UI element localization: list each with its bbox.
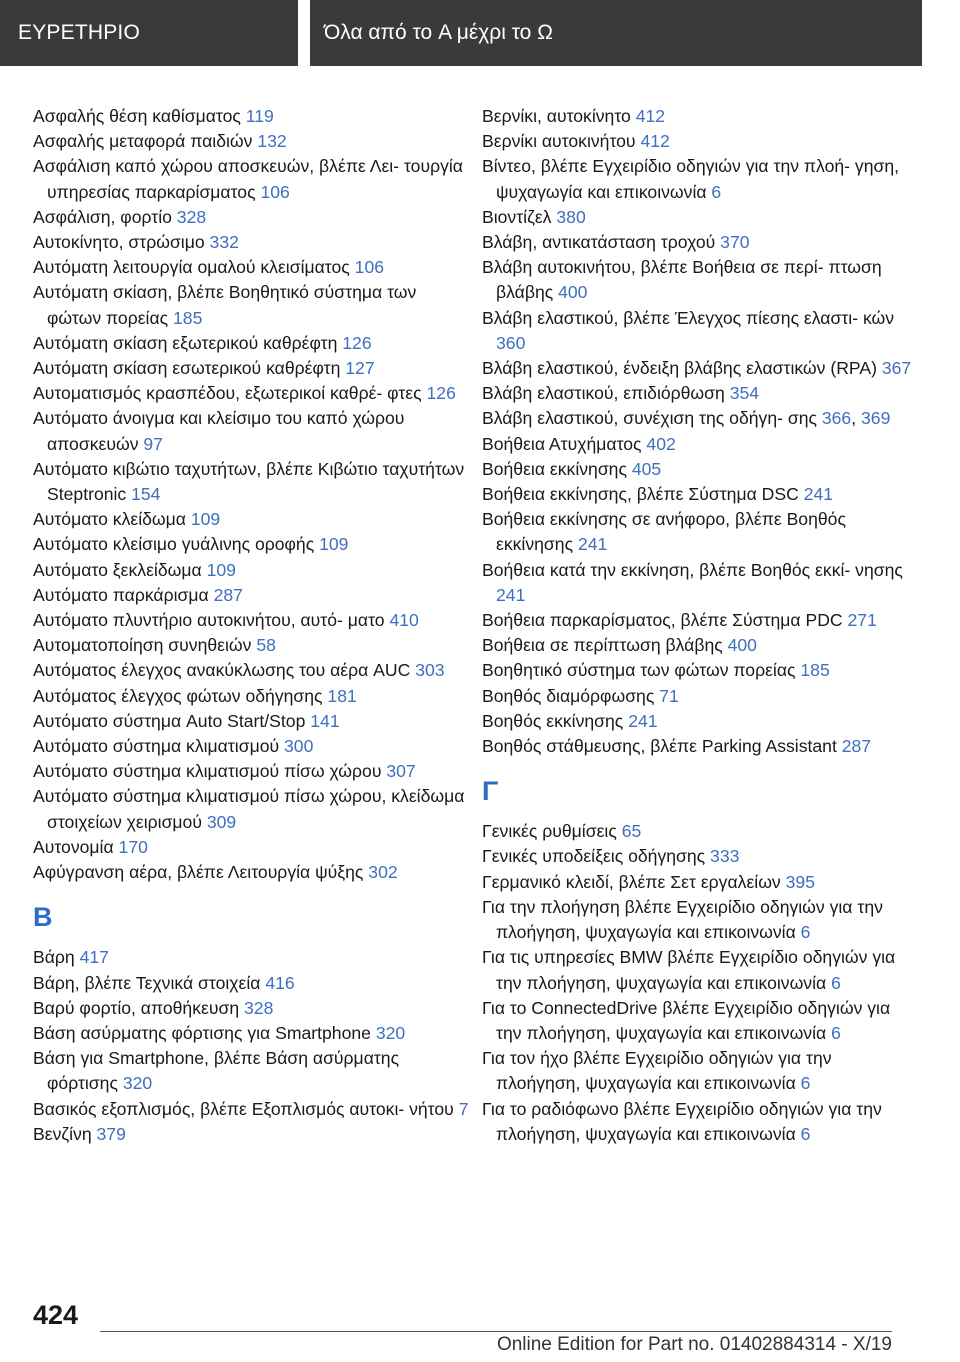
index-entry	[482, 1097, 912, 1147]
index-entry-text: Βαρύ φορτίο, αποθήκευση	[33, 997, 245, 1018]
section-subtitle: Όλα από το A μέχρι το Ω	[310, 0, 922, 66]
index-entry-text: Ασφαλής μεταφορά παιδιών	[33, 131, 258, 152]
index-entry	[482, 154, 912, 204]
page-reference-link[interactable]: 380	[556, 206, 586, 227]
page-reference-link[interactable]: 328	[176, 206, 207, 227]
index-entry-text: Αυτόματη σκίαση εσωτερικού καθρέφτη	[33, 358, 346, 379]
index-entry-text: Βλάβη αυτοκινήτου, βλέπε Βοήθεια σε περί‐ πτωση βλάβης	[482, 257, 882, 303]
index-entry-text: Γενικές υποδείξεις οδήγησης	[482, 846, 711, 867]
page-reference-link[interactable]: 241	[577, 534, 608, 555]
page-reference-link[interactable]: 303	[415, 660, 445, 681]
index-entry-text: Γερμανικό κλειδί, βλέπε Σετ εργαλείων	[482, 871, 786, 892]
index-column-left	[33, 104, 473, 1147]
index-entry	[482, 996, 912, 1046]
index-entry-text: Αυτόματη σκίαση εξωτερικού καθρέφτη	[33, 332, 343, 353]
page-reference-link[interactable]: 6	[831, 972, 841, 993]
index-entry-text: Αυτόματο κλείσιμο γυάλινης οροφής	[33, 534, 320, 555]
page-reference-link[interactable]: 6	[800, 1123, 811, 1144]
index-entry	[33, 734, 473, 759]
index-entry-text: Ασφαλής θέση καθίσματος	[33, 106, 246, 126]
page-reference-link[interactable]: 241	[803, 484, 834, 505]
page-reference-link[interactable]: 71	[659, 685, 679, 706]
index-entry-text: Για την πλοήγηση βλέπε Εγχειρίδιο οδηγιών για την πλοήγηση, ψυχαγωγία και επικοινωνία	[482, 896, 883, 943]
index-entry-text: Για τις υπηρεσίες BMW βλέπε Εγχειρίδιο οδηγιών για την πλοήγηση, ψυχαγωγία και επικοινωνία	[482, 947, 896, 993]
index-entry-text: Για τον ήχο βλέπε Εγχειρίδιο οδηγιών για την πλοήγηση, ψυχαγωγία και επικοινωνία	[482, 1048, 832, 1094]
index-entry-text: Βερνίκι, αυτοκίνητο	[482, 106, 636, 126]
index-entry-text: Αυτόματο άνοιγμα και κλείσιμο του καπό χώρου αποσκευών	[33, 408, 405, 454]
page-reference-link[interactable]: 367	[881, 358, 912, 379]
index-entry	[482, 870, 912, 895]
page-reference-link[interactable]: 300	[284, 736, 314, 757]
index-entry-text: Αυτόματο ξεκλείδωμα	[33, 559, 207, 580]
index-entry	[33, 860, 473, 885]
index-entry-text: Αφύγρανση αέρα, βλέπε Λειτουργία ψύξης	[33, 862, 369, 883]
index-entry-text: Βοήθεια εκκίνησης	[482, 458, 632, 479]
page-reference-link[interactable]: 6	[711, 181, 722, 202]
page-number: 424	[33, 1300, 79, 1330]
page-reference-link[interactable]: 97	[143, 433, 163, 454]
index-entry	[33, 945, 473, 970]
page-reference-link[interactable]: 302	[368, 862, 398, 883]
page-reference-link[interactable]: 6	[800, 1073, 811, 1094]
page-reference-link[interactable]: 58	[256, 635, 276, 656]
index-entry	[482, 895, 912, 945]
index-entry	[482, 608, 912, 633]
index-letter-heading: Β	[33, 902, 53, 933]
index-entry	[33, 835, 473, 860]
index-entry-text: Βερνίκι αυτοκινήτου	[482, 131, 641, 152]
index-entry-text: Βάρη	[33, 947, 80, 968]
index-entry	[482, 129, 912, 154]
index-entry-text: Βιοντίζελ	[482, 206, 557, 227]
page-header	[0, 0, 960, 66]
page-reference-link[interactable]: 109	[319, 534, 349, 555]
page-reference-link[interactable]: 65	[621, 821, 642, 842]
index-entry	[482, 709, 912, 734]
index-entry-text: Αυτοματοποίηση συνηθειών	[33, 635, 257, 656]
page-reference-link[interactable]: 410	[389, 610, 419, 631]
page-reference-link[interactable]: 6	[800, 922, 811, 943]
page-reference-link[interactable]: 241	[496, 584, 526, 605]
index-entry-text: Βάση ασύρματης φόρτισης για Smartphone	[33, 1022, 376, 1043]
page-reference-link[interactable]: 379	[96, 1123, 126, 1144]
index-entry-text: Αυτόματο σύστημα κλιματισμού πίσω χώρου, κλείδωμα στοιχείων χειρισμού	[33, 786, 465, 832]
page-reference-link[interactable]: 126	[426, 383, 456, 404]
index-entry-text: Ασφάλιση, φορτίο	[33, 206, 177, 227]
index-entry	[33, 255, 473, 280]
index-entry	[33, 1021, 473, 1046]
page-reference-link[interactable]: 287	[841, 736, 872, 757]
index-entry-text: Βοήθεια εκκίνησης, βλέπε Σύστημα DSC	[482, 484, 804, 505]
page-reference-link[interactable]: 119	[245, 106, 274, 126]
index-entry-text: Αυτόματο κιβώτιο ταχυτήτων, βλέπε Κιβώτιο ταχυτήτων Steptronic	[33, 458, 465, 505]
index-entry-text: Αυτόματο κλείδωμα	[33, 509, 191, 530]
page-reference-link[interactable]: 132	[257, 131, 287, 152]
index-entry	[482, 356, 912, 381]
index-entry	[33, 1046, 473, 1096]
index-entry	[33, 129, 473, 154]
index-entry	[482, 734, 912, 759]
index-entry	[33, 608, 473, 633]
index-entry-text: Γενικές ρυθμίσεις	[482, 821, 622, 842]
page-reference-link[interactable]: 141	[310, 710, 340, 731]
index-entry-text: Βοήθεια εκκίνησης σε ανήφορο, βλέπε Βοηθός εκκίνησης	[482, 509, 846, 555]
index-entry	[33, 104, 473, 129]
index-entry-text: Βλάβη ελαστικού, βλέπε Έλεγχος πίεσης ελαστι‐ κών	[482, 307, 895, 328]
page-reference-link[interactable]: 287	[213, 584, 243, 605]
page-reference-link[interactable]: 126	[342, 332, 372, 353]
footer-edition: Online Edition for Part no. 01402884314 - X/19	[496, 1334, 892, 1355]
index-entry	[482, 205, 912, 230]
page-reference-link[interactable]: 405	[631, 458, 662, 479]
index-entry-text: Για το ραδιόφωνο βλέπε Εγχειρίδιο οδηγιών για την πλοήγηση, ψυχαγωγία και επικοινωνία	[482, 1098, 882, 1144]
index-entry	[482, 507, 912, 557]
index-entry	[482, 1046, 912, 1096]
index-entry	[33, 331, 473, 356]
index-entry	[33, 507, 473, 532]
index-entry	[482, 230, 912, 255]
page-reference-link[interactable]: 185	[800, 660, 830, 681]
index-entry	[33, 658, 473, 683]
page-reference-link[interactable]: 7	[458, 1098, 469, 1119]
page-reference-link[interactable]: 416	[265, 972, 295, 993]
page-reference-link[interactable]: 320	[122, 1073, 153, 1094]
page-reference-link[interactable]: 332	[209, 232, 239, 253]
index-entry	[33, 633, 473, 658]
index-entry-text: Αυτοματισμός κρασπέδου, εξωτερικοί καθρέ‐ φτες	[33, 383, 427, 404]
page-reference-link[interactable]: 6	[831, 1022, 841, 1043]
index-entry	[33, 154, 473, 204]
index-entry	[33, 406, 473, 456]
index-entry	[482, 633, 912, 658]
index-entry	[482, 432, 912, 457]
index-entry	[33, 558, 473, 583]
index-entry	[33, 381, 473, 406]
page-reference-link[interactable]: 109	[206, 559, 236, 580]
index-entry	[33, 280, 473, 330]
index-entry	[482, 819, 912, 844]
index-entry	[33, 356, 473, 381]
index-entry	[482, 844, 912, 869]
page-reference-link[interactable]: 333	[710, 846, 740, 867]
page-reference-link[interactable]: 181	[327, 685, 357, 706]
index-entry-text: Για το ConnectedDrive βλέπε Εγχειρίδιο οδηγιών για την πλοήγηση, ψυχαγωγία και επικοινωνία	[482, 997, 891, 1043]
page-reference-link[interactable]: 106	[354, 257, 385, 278]
index-entry-text: Ασφάλιση καπό χώρου αποσκευών, βλέπε Λει‐ τουργία υπηρεσίας παρκαρίσματος	[33, 156, 463, 202]
index-entry	[33, 532, 473, 557]
index-entry-text: Αυτόματο σύστημα κλιματισμού	[33, 736, 285, 757]
index-entry-text: Αυτονομία	[33, 836, 119, 857]
index-entry-text: Αυτόματο παρκάρισμα	[33, 584, 214, 605]
index-entry	[482, 457, 912, 482]
footer-divider	[100, 1331, 892, 1332]
page-reference-link[interactable]: 320	[375, 1022, 406, 1043]
index-entry	[482, 658, 912, 683]
index-entry-text: Βοήθεια Ατυχήματος	[482, 433, 647, 454]
index-entry-text: Αυτόματο σύστημα Auto Start/Stop	[33, 710, 311, 731]
index-entry-text: Βοήθεια παρκαρίσματος, βλέπε Σύστημα PDC	[482, 610, 848, 631]
index-entry-text: Αυτόματη σκίαση, βλέπε Βοηθητικό σύστημα των φώτων πορείας	[33, 282, 417, 328]
index-entry	[33, 684, 473, 709]
index-entry-text: Βάρη, βλέπε Τεχνικά στοιχεία	[33, 972, 266, 993]
page-reference-link[interactable]: 366	[821, 408, 852, 429]
index-entry	[33, 996, 473, 1021]
index-entry-text: Βλάβη ελαστικού, συνέχιση της οδήγη‐ σης	[482, 408, 822, 429]
section-title: ΕΥΡΕΤΗΡΙΟ	[0, 0, 298, 66]
index-entry	[33, 230, 473, 255]
index-entry-text: Αυτόματη λειτουργία ομαλού κλεισίματος	[33, 257, 355, 278]
page-reference-link[interactable]: 412	[640, 131, 670, 152]
index-entry-text: Αυτόματος έλεγχος φώτων οδήγησης	[33, 685, 328, 706]
page-reference-link[interactable]: 109	[190, 509, 221, 530]
index-entry	[482, 255, 912, 305]
index-entry	[33, 457, 473, 507]
page-reference-link[interactable]: 309	[206, 811, 237, 832]
page-reference-link[interactable]: 271	[847, 610, 877, 631]
index-entry	[482, 381, 912, 406]
page-reference-link[interactable]: 360	[496, 332, 526, 353]
index-entry	[482, 558, 912, 608]
index-entry-text: Βοηθητικό σύστημα των φώτων πορείας	[482, 660, 801, 681]
index-entry-text: Βοηθός διαμόρφωσης	[482, 685, 660, 706]
index-entry-text: Αυτοκίνητο, στρώσιμο	[33, 232, 210, 253]
index-entry-text: Αυτόματο σύστημα κλιματισμού πίσω χώρου	[33, 761, 387, 782]
index-entry-text: Βλάβη, αντικατάσταση τροχού	[482, 232, 721, 253]
page-reference-link[interactable]: 354	[729, 383, 760, 404]
index-entry-text: Βοηθός στάθμευσης, βλέπε Parking Assistant	[482, 736, 842, 757]
index-entry	[33, 709, 473, 734]
index-letter-heading: Γ	[482, 776, 499, 807]
page-reference-link[interactable]: 417	[79, 947, 109, 968]
index-entry	[33, 971, 473, 996]
index-entry-text: Αυτόματος έλεγχος ανακύκλωσης του αέρα AUC	[33, 660, 416, 681]
index-entry-text: Βενζίνη	[33, 1123, 97, 1144]
index-entry	[33, 583, 473, 608]
page-reference-link[interactable]: 328	[244, 997, 274, 1018]
index-entry	[482, 104, 912, 129]
index-entry-text: Βοήθεια σε περίπτωση βλάβης	[482, 635, 728, 656]
index-entry	[33, 1097, 473, 1122]
index-entry	[482, 306, 912, 356]
index-entry	[33, 205, 473, 230]
page-reference-link[interactable]: 185	[173, 307, 203, 328]
page-reference-link[interactable]: 170	[118, 836, 148, 857]
index-entry-text: Βασικός εξοπλισμός, βλέπε Εξοπλισμός αυτοκι‐ νήτου	[33, 1098, 459, 1119]
index-entry	[482, 482, 912, 507]
page-reference-link[interactable]: 307	[386, 761, 416, 782]
page-reference-link[interactable]: 106	[260, 181, 290, 202]
page-reference-link[interactable]: 402	[646, 433, 676, 454]
page-reference-link[interactable]: 395	[785, 871, 815, 892]
page-reference-link[interactable]: 412	[635, 106, 666, 126]
index-entry	[33, 1122, 473, 1147]
index-entry-text: Βοήθεια κατά την εκκίνηση, βλέπε Βοηθός εκκί‐ νησης	[482, 559, 903, 580]
page-reference-link[interactable]: 400	[727, 635, 757, 656]
page-reference-link[interactable]: 127	[345, 358, 375, 379]
index-column-right	[482, 104, 912, 1147]
index-entry-text: Αυτόματο πλυντήριο αυτοκινήτου, αυτό‐ ματο	[33, 610, 390, 631]
page-reference-link[interactable]: 400	[558, 282, 588, 303]
page-reference-link[interactable]: 369	[861, 408, 891, 429]
page-reference-link[interactable]: 154	[131, 484, 161, 505]
page-reference-link[interactable]: 241	[628, 710, 658, 731]
index-entry-text: Βάση για Smartphone, βλέπε Βάση ασύρματης φόρτισης	[33, 1048, 400, 1094]
index-entry	[33, 784, 473, 834]
page-reference-link[interactable]: 370	[720, 232, 750, 253]
index-entry-text: Βοηθός εκκίνησης	[482, 710, 629, 731]
index-entry: Βλάβη ελαστικού, συνέχιση της οδήγη‐ σης 366, 369	[482, 408, 891, 429]
index-entry	[33, 759, 473, 784]
index-entry-text: Βίντεο, βλέπε Εγχειρίδιο οδηγιών για την πλοή‐ γηση, ψυχαγωγία και επικοινωνία	[482, 156, 900, 202]
index-entry-text: Βλάβη ελαστικού, επιδιόρθωση	[482, 383, 730, 404]
index-entry-text: Βλάβη ελαστικού, ένδειξη βλάβης ελαστικών (RPA)	[482, 358, 882, 379]
index-entry	[482, 945, 912, 995]
index-entry	[482, 684, 912, 709]
